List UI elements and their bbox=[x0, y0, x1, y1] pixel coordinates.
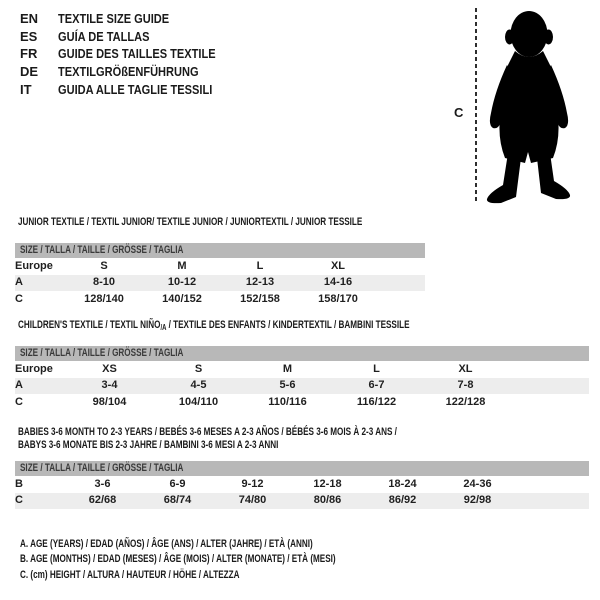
size-header-row bbox=[15, 346, 589, 361]
language-row bbox=[20, 45, 243, 63]
children-size-table bbox=[15, 346, 589, 411]
size-header-label: SIZE / TALLA / TAILLE / GRÖSSE / TAGLIA bbox=[20, 244, 184, 256]
height-dashed-line bbox=[475, 8, 477, 204]
table-row: Europe XS S M L XL bbox=[15, 362, 473, 375]
guide-title-de: TEXTILGRÖßENFÜHRUNG bbox=[58, 64, 199, 80]
height-measure-label: C bbox=[454, 105, 464, 120]
table-row: B 3-6 6-9 9-12 12-18 18-24 24-36 bbox=[15, 477, 492, 490]
guide-title-es: GUÍA DE TALLAS bbox=[58, 28, 150, 44]
table-row: Europe S M L XL bbox=[15, 259, 346, 272]
table-row: C 128/140 140/152 152/158 158/170 bbox=[15, 292, 358, 305]
language-title-list bbox=[20, 10, 243, 99]
language-code: EN bbox=[20, 11, 39, 26]
language-code: IT bbox=[20, 81, 32, 97]
table-row: C 98/104 104/110 110/116 116/122 122/128 bbox=[15, 395, 486, 408]
size-header-row bbox=[15, 243, 425, 258]
guide-title-fr: GUIDE DES TAILLES TEXTILE bbox=[58, 46, 216, 62]
table-row: C 62/68 68/74 74/80 80/86 86/92 92/98 bbox=[15, 493, 589, 510]
language-row bbox=[20, 63, 243, 81]
language-code: ES bbox=[20, 28, 38, 44]
language-row bbox=[20, 28, 243, 46]
guide-title-it: GUIDA ALLE TAGLIE TESSILI bbox=[58, 81, 213, 97]
size-header-label: SIZE / TALLA / TAILLE / GRÖSSE / TAGLIA bbox=[20, 462, 184, 474]
table-row: A 8-10 10-12 12-13 14-16 bbox=[15, 275, 425, 292]
table-row: A 3-4 4-5 5-6 6-7 7-8 bbox=[15, 378, 589, 395]
size-header-label: SIZE / TALLA / TAILLE / GRÖSSE / TAGLIA bbox=[20, 347, 184, 359]
footnote-a: A. AGE (YEARS) / EDAD (AÑOS) / ÂGE (ANS) / ALTER (JAHRE) / ETÀ (ANNI) bbox=[20, 538, 313, 550]
babies-size-table bbox=[15, 461, 589, 509]
language-row bbox=[20, 81, 243, 99]
language-code: FR bbox=[20, 46, 38, 62]
footnote-c: C. (cm) HEIGHT / ALTURA / HAUTEUR / HÖHE / ALTEZZA bbox=[20, 568, 240, 581]
guide-title-en: TEXTILE SIZE GUIDE bbox=[58, 11, 170, 26]
language-row bbox=[20, 10, 243, 28]
babies-table-title: BABIES 3-6 MONTH TO 2-3 YEARS / BEBÉS 3-6 MESES A 2-3 AÑOS / BÉBÉS 3-6 MOIS À 2-3 ANS / BABYS 3-6 MONATE BIS 2-3 JAHRE / BAMBINI 3-6 MESI A 2-3 ANNI bbox=[18, 426, 397, 451]
footnote-legend bbox=[20, 537, 447, 583]
junior-table-title: JUNIOR TEXTILE / TEXTIL JUNIOR/ TEXTILE JUNIOR / JUNIORTEXTIL / JUNIOR TESSILE bbox=[18, 216, 363, 228]
toddler-silhouette-icon bbox=[482, 11, 574, 209]
footnote-b: B. AGE (MONTHS) / EDAD (MESES) / ÂGE (MOIS) / ALTER (MONATE) / ETÀ (MESI) bbox=[20, 553, 336, 566]
children-table-title: CHILDREN'S TEXTILE / TEXTIL NIÑO/A / TEXTILE DES ENFANTS / KINDERTEXTIL / BAMBINI TESSILE bbox=[18, 319, 410, 332]
language-code: DE bbox=[20, 64, 39, 80]
junior-size-table bbox=[15, 243, 425, 308]
size-header-row bbox=[15, 461, 589, 476]
